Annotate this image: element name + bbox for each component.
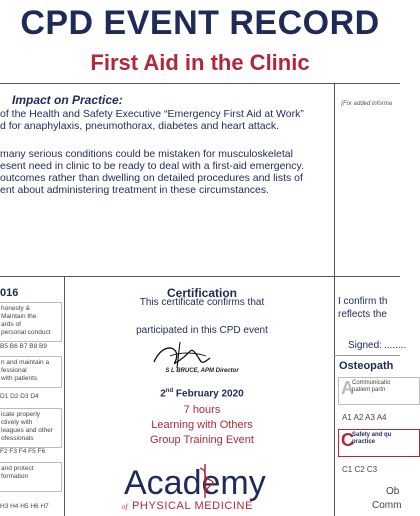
- standard-text: honesty & Maintain the ards of personal conduct: [1, 305, 51, 336]
- impact-line: d for anaphylaxis, pneumothorax, diabetes and heart attack.: [0, 120, 280, 132]
- osteo-box-a: [338, 377, 420, 405]
- impact-line: many serious conditions could be mistaken for musculoskeletal: [0, 148, 293, 160]
- standard-text: icate properly ctively with leagues and other ofessionals: [1, 411, 54, 442]
- osteo-codes: C1 C2 C3: [342, 465, 378, 474]
- event-type: Learning with Others: [151, 419, 253, 431]
- standards-year: 016: [0, 287, 19, 299]
- osteo-description: Communicatio patient partn: [352, 380, 391, 393]
- event-format: Group Training Event: [150, 434, 254, 446]
- standard-codes: B5 B6 B7 B8 B9: [0, 343, 47, 350]
- impact-line: ent about administering treatment in these circumstances.: [0, 184, 270, 196]
- standard-text: n and maintain a fessional with patients: [1, 359, 50, 382]
- event-hours: 7 hours: [183, 404, 221, 416]
- impact-line: outcomes rather than dwelling on detailed procedures and lists of: [0, 172, 303, 184]
- osteo-divider: [334, 355, 400, 356]
- standards-divider: [64, 276, 65, 516]
- added-info-note: (For added informa: [341, 101, 393, 107]
- section-divider: [0, 276, 400, 277]
- impact-divider: [334, 83, 335, 276]
- signature-image: [150, 340, 220, 370]
- standard-box-h: [0, 462, 62, 492]
- event-date: 2nd February 2020: [160, 388, 244, 400]
- logo-main-text: Academy: [124, 464, 266, 502]
- impact-line: esent need in clinic to be ready to deal with a first-aid emergency.: [0, 160, 304, 172]
- header-divider: [0, 83, 400, 84]
- certification-participation: participated in this CPD event: [136, 325, 268, 336]
- standard-box-d: [0, 356, 62, 388]
- signature-line: ........: [384, 340, 407, 351]
- osteopathic-heading: Osteopath: [339, 360, 394, 372]
- logo-subtext: PHYSICAL MEDICINE: [132, 500, 254, 512]
- certification-divider: [334, 276, 335, 516]
- osteo-ob-text: Ob: [386, 486, 400, 497]
- confirmation-text: I confirm th reflects the: [338, 296, 388, 320]
- osteo-codes: A1 A2 A3 A4: [342, 413, 387, 422]
- standard-codes: D1 D2 D3 D4: [0, 393, 39, 400]
- osteo-letter: A: [341, 378, 354, 398]
- event-title: First Aid in the Clinic: [90, 50, 310, 75]
- page-title: CPD EVENT RECORD: [20, 4, 380, 42]
- signer-name: S L BRUCE, APM Director: [165, 368, 239, 374]
- logo-prefix: of: [122, 503, 128, 511]
- certification-statement: This certificate confirms that: [139, 297, 265, 308]
- osteo-comm-text: Comm: [372, 500, 402, 511]
- academy-logo: [110, 462, 290, 512]
- standard-box-f: [0, 408, 62, 448]
- standard-codes: F2 F3 F4 F5 F6: [0, 448, 46, 455]
- osteo-letter: C: [341, 430, 354, 450]
- impact-line: of the Health and Safety Executive “Emergency First Aid at Work”: [0, 108, 304, 120]
- standard-codes: H3 H4 H5 H6 H7: [0, 503, 49, 510]
- standard-text: and protect formation: [1, 465, 34, 480]
- standard-box-b: [0, 302, 62, 342]
- certification-heading: Certification: [166, 286, 237, 300]
- signed-label: Signed:: [348, 340, 382, 351]
- osteo-description: Safety and qu practice: [352, 432, 392, 445]
- impact-heading: Impact on Practice:: [12, 93, 123, 107]
- osteo-box-c: [338, 429, 420, 457]
